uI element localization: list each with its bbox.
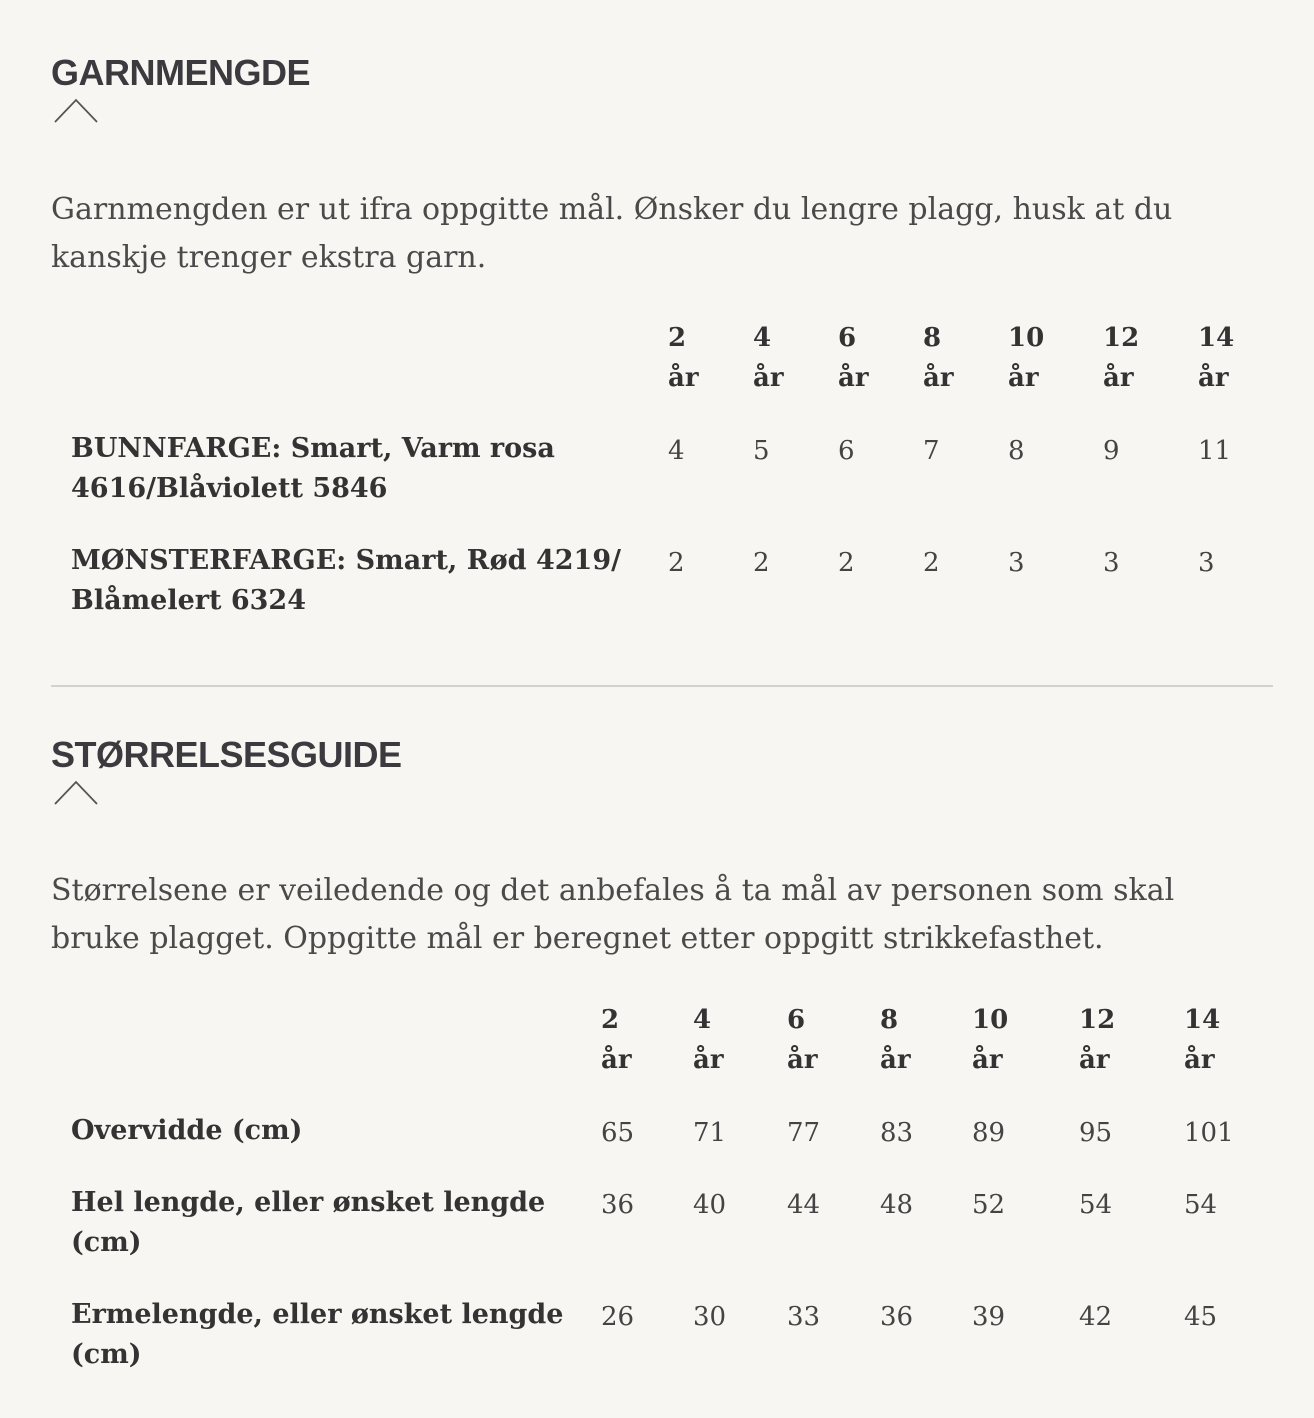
sizeguide-section — [51, 690, 1273, 1418]
sizeguide-row-label: Ermelengde, eller ønsket lengde (cm) — [71, 1299, 564, 1370]
sizeguide-row-label: Overvidde (cm) — [71, 1115, 303, 1146]
sizeguide-cell: 44 — [787, 1190, 821, 1220]
sizeguide-cell: 54 — [1184, 1190, 1218, 1220]
yarn-cell: 2 — [923, 548, 940, 578]
yarn-cell: 3 — [1198, 548, 1215, 578]
yarn-cell: 2 — [668, 548, 685, 578]
sizeguide-cell: 45 — [1184, 1302, 1218, 1332]
yarn-cell: 5 — [753, 436, 770, 466]
yarn-cell: 2 — [753, 548, 770, 578]
sizeguide-size-header: 10 år — [972, 1005, 1009, 1075]
chevron-up-icon — [53, 96, 99, 124]
chevron-up-icon — [53, 778, 99, 806]
sizeguide-cell: 83 — [880, 1118, 914, 1148]
yarn-size-header: 4 år — [753, 323, 784, 393]
sizeguide-intro: Størrelsene er veiledende og det anbefales å ta mål av personen som skal bruke plagget. Oppgitte mål er beregnet etter oppgitt strikkefasthet. — [51, 873, 1175, 956]
sizeguide-row-label: Hel lengde, eller ønsket lengde (cm) — [71, 1187, 546, 1258]
sizeguide-size-header: 14 år — [1184, 1005, 1221, 1075]
yarn-cell: 2 — [838, 548, 855, 578]
sizeguide-size-header: 2 år — [601, 1005, 632, 1075]
yarn-row-label: MØNSTERFARGE: Smart, Rød 4219/ Blåmelert 6324 — [71, 545, 621, 616]
yarn-size-header: 14 år — [1198, 323, 1235, 393]
yarn-row-label: BUNNFARGE: Smart, Varm rosa 4616/Blåviolett 5846 — [71, 433, 555, 504]
yarn-size-header: 6 år — [838, 323, 869, 393]
sizeguide-cell: 89 — [972, 1118, 1006, 1148]
yarn-size-header: 12 år — [1103, 323, 1140, 393]
sizeguide-cell: 33 — [787, 1302, 821, 1332]
yarn-cell: 4 — [668, 436, 685, 466]
yarn-title: GARNMENGDE — [51, 52, 311, 93]
yarn-collapse-toggle[interactable] — [53, 96, 99, 124]
yarn-size-header: 8 år — [923, 323, 954, 393]
sizeguide-size-header: 8 år — [880, 1005, 911, 1075]
sizeguide-cell: 65 — [601, 1118, 635, 1148]
yarn-cell: 9 — [1103, 436, 1120, 466]
sizeguide-size-header: 4 år — [693, 1005, 724, 1075]
yarn-cell: 6 — [838, 436, 855, 466]
sizeguide-size-header: 6 år — [787, 1005, 818, 1075]
sizeguide-cell: 26 — [601, 1302, 635, 1332]
yarn-cell: 8 — [1008, 436, 1025, 466]
sizeguide-cell: 30 — [693, 1302, 727, 1332]
yarn-intro: Garnmengden er ut ifra oppgitte mål. Ønsker du lengre plagg, husk at du kanskje trenger ekstra garn. — [51, 192, 1173, 275]
sizeguide-cell: 101 — [1184, 1118, 1234, 1148]
yarn-section — [51, 0, 1273, 680]
sizeguide-cell: 48 — [880, 1190, 914, 1220]
sizeguide-cell: 39 — [972, 1302, 1006, 1332]
yarn-size-header: 10 år — [1008, 323, 1045, 393]
sizeguide-size-header: 12 år — [1079, 1005, 1116, 1075]
sizeguide-cell: 95 — [1079, 1118, 1113, 1148]
sizeguide-collapse-toggle[interactable] — [53, 778, 99, 806]
sizeguide-cell: 42 — [1079, 1302, 1113, 1332]
yarn-size-header: 2 år — [668, 323, 699, 393]
yarn-cell: 3 — [1008, 548, 1025, 578]
sizeguide-cell: 36 — [601, 1190, 635, 1220]
sizeguide-cell: 40 — [693, 1190, 727, 1220]
sizeguide-cell: 71 — [693, 1118, 727, 1148]
sizeguide-cell: 54 — [1079, 1190, 1113, 1220]
sizeguide-cell: 52 — [972, 1190, 1006, 1220]
sizeguide-cell: 77 — [787, 1118, 821, 1148]
yarn-cell: 7 — [923, 436, 940, 466]
yarn-cell: 3 — [1103, 548, 1120, 578]
section-divider — [51, 685, 1273, 687]
sizeguide-cell: 36 — [880, 1302, 914, 1332]
sizeguide-title: STØRRELSESGUIDE — [51, 734, 402, 775]
yarn-cell: 11 — [1198, 436, 1232, 466]
